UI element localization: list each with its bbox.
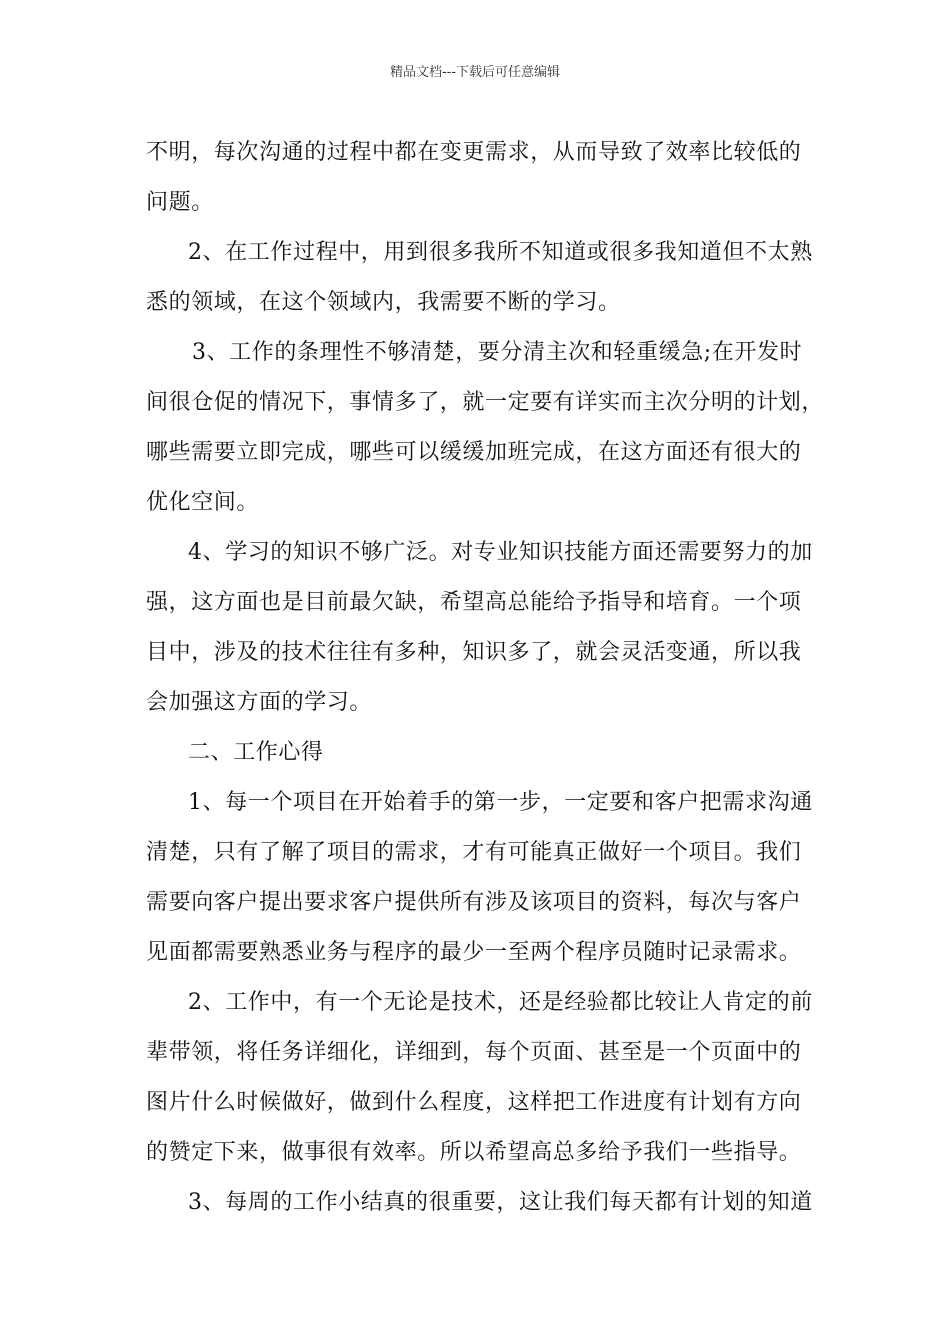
text-line: 目中，涉及的技术往往有多种，知识多了，就会灵活变通，所以我 (146, 640, 802, 665)
text-line: 悉的领域，在这个领域内，我需要不断的学习。 (146, 290, 621, 315)
text-line: 强，这方面也是目前最欠缺，希望高总能给予指导和培育。一个项 (146, 590, 802, 615)
text-line: 图片什么时候做好，做到什么程度，这样把工作进度有计划有方向 (146, 1090, 802, 1115)
text-line: 辈带领，将任务详细化，详细到，每个页面、甚至是一个页面中的 (146, 1040, 802, 1065)
text-line: 哪些需要立即完成，哪些可以缓缓加班完成，在这方面还有很大的 (146, 440, 802, 465)
text-line: 见面都需要熟悉业务与程序的最少一至两个程序员随时记录需求。 (146, 940, 802, 965)
text-line: 间很仓促的情况下，事情多了，就一定要有详实而主次分明的计划， (146, 390, 825, 415)
text-line: 1、每一个项目在开始着手的第一步，一定要和客户把需求沟通 (188, 790, 813, 815)
text-line: 3、工作的条理性不够清楚，要分清主次和轻重缓急;在开发时 (192, 340, 803, 365)
text-line: 4、学习的知识不够广泛。对专业知识技能方面还需要努力的加 (188, 540, 813, 565)
section-heading: 二、工作心得 (188, 740, 324, 765)
text-line: 不明，每次沟通的过程中都在变更需求，从而导致了效率比较低的 (146, 140, 802, 165)
text-line: 会加强这方面的学习。 (146, 690, 373, 715)
text-line: 优化空间。 (146, 490, 260, 515)
text-line: 2、在工作过程中，用到很多我所不知道或很多我知道但不太熟 (188, 240, 813, 265)
text-line: 清楚，只有了解了项目的需求，才有可能真正做好一个项目。我们 (146, 840, 802, 865)
text-line: 需要向客户提出要求客户提供所有涉及该项目的资料，每次与客户 (146, 890, 802, 915)
text-line: 的赞定下来，做事很有效率。所以希望高总多给予我们一些指导。 (146, 1140, 802, 1165)
page-header: 精品文档---下载后可任意编辑 (389, 65, 561, 80)
text-line: 问题。 (146, 190, 214, 215)
text-line: 2、工作中，有一个无论是技术，还是经验都比较让人肯定的前 (188, 990, 813, 1015)
document-body (146, 128, 825, 1228)
text-line: 3、每周的工作小结真的很重要，这让我们每天都有计划的知道 (188, 1190, 813, 1215)
